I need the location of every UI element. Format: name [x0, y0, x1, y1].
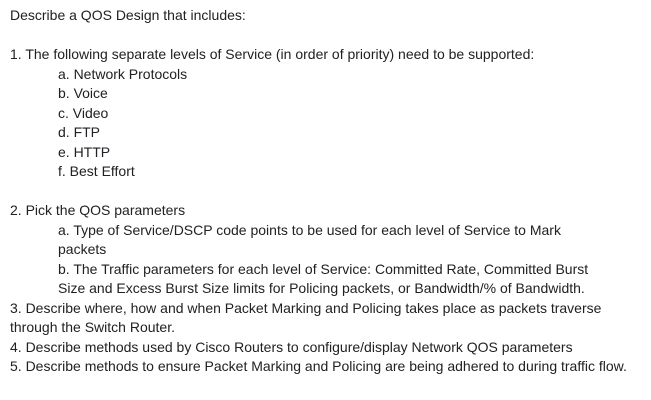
blank-line: [10, 26, 640, 46]
item-1-subitem-http: e. HTTP: [58, 143, 111, 160]
item-3-text: 3. Describe where, how and when Packet Marking and Policing takes place as packets traverse through the Switch Router.: [10, 299, 602, 335]
item-4-text: 4. Describe methods used by Cisco Routers to configure/display Network QOS parameters: [10, 338, 573, 355]
item-1-subitem-voice: b. Voice: [58, 85, 108, 101]
item-1-subitem-ftp: d. FTP: [58, 124, 101, 140]
item-2-subitem-dscp: a. Type of Service/DSCP code points to be used for each level of Service to Mark packets: [58, 221, 561, 257]
document-heading: Describe a QOS Design that includes:: [10, 7, 246, 23]
blank-line: [10, 182, 640, 202]
item-1-text: 1. The following separate levels of Service (in order of priority) need to be supported:: [10, 46, 535, 62]
item-1-subitem-best-effort: f. Best Effort: [58, 163, 135, 179]
item-2-subitem-traffic-parameters: b. The Traffic parameters for each level of Service: Committed Rate, Committed Burst Size and Excess Burst Size limits for Policing packets, or Bandwidth/% of Bandwidth.: [58, 260, 589, 296]
document-body: [10, 6, 640, 377]
item-5-text: 5. Describe methods to ensure Packet Marking and Policing are being adhered to during traffic flow.: [10, 358, 627, 374]
item-1-subitem-network-protocols: a. Network Protocols: [58, 65, 188, 82]
item-2-text: 2. Pick the QOS parameters: [10, 202, 186, 218]
item-1-subitem-video: c. Video: [58, 104, 109, 121]
